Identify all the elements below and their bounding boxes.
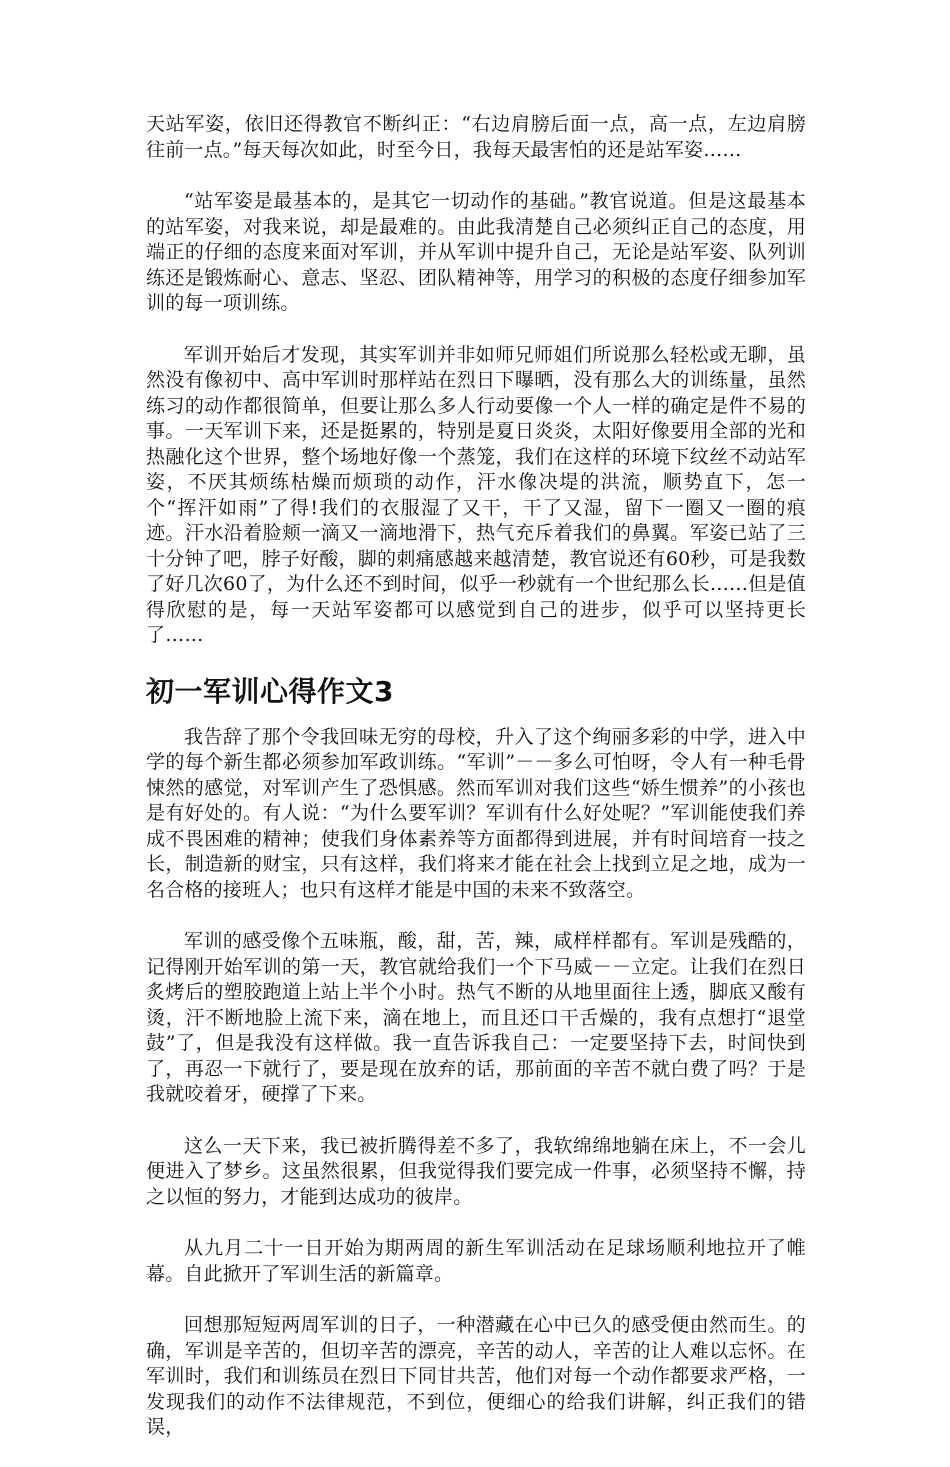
paragraph: 军训的感受像个五味瓶，酸，甜，苦，辣，咸样样都有。军训是残酷的，记得刚开始军训的第一天，教官就给我们一个下马威－－立定。让我们在烈日炙烤后的塑胶跑道上站上半个小时。热气不断的从地里面往上透，脚底又酸有烫，汗不断地脸上流下来，滴在地上，而且还口干舌燥的，我有点想打“退堂鼓”了，但是我没有这样做。我一直告诉我自己：一定要坚持下去，时间快到了，再忍一下就行了，要是现在放弃的话，那前面的辛苦不就白费了吗？于是我就咬着牙，硬撑了下来。: [146, 930, 806, 1105]
paragraph-continued: 天站军姿，依旧还得教官不断纠正：“右边肩膀后面一点，高一点，左边肩膀往前一点。”每天每次如此，时至今日，我每天最害怕的还是站军姿……: [146, 113, 806, 161]
paragraph: “站军姿是最基本的，是其它一切动作的基础。”教官说道。但是这最基本的站军姿，对我来说，却是最难的。由此我清楚自己必须纠正自己的态度，用端正的仔细的态度来面对军训，并从军训中提升自己，无论是站军姿、队列训练还是锻炼耐心、意志、坚忍、团队精神等，用学习的积极的态度仔细参加军训的每一项训练。: [146, 190, 806, 314]
paragraph: 这么一天下来，我已被折腾得差不多了，我软绵绵地躺在床上，不一会儿便进入了梦乡。这虽然很累，但我觉得我们要完成一件事，必须坚持不懈，持之以恒的努力，才能到达成功的彼岸。: [146, 1134, 806, 1208]
section-heading: 初一军训心得作文3: [146, 674, 394, 708]
paragraph: 从九月二十一日开始为期两周的新生军训活动在足球场顺利地拉开了帷幕。自此掀开了军训生活的新篇章。: [146, 1237, 806, 1285]
paragraph: 回想那短短两周军训的日子，一种潜藏在心中已久的感受便由然而生。的确，军训是辛苦的，但切辛苦的漂亮，辛苦的动人，辛苦的让人难以忘怀。在军训时，我们和训练员在烈日下同甘共苦，他们对每一个动作都要求严格，一发现我们的动作不法律规范，不到位，便细心的给我们讲解，纠正我们的错误，: [146, 1314, 806, 1438]
paragraph: 我告辞了那个令我回味无穷的母校，升入了这个绚丽多彩的中学，进入中学的每个新生都必须参加军政训练。“军训”－－多么可怕呀，令人有一种毛骨悚然的感觉，对军训产生了恐惧感。然而军训对我们这些“娇生惯养”的小孩也是有好处的。有人说：“为什么要军训？军训有什么好处呢？”军训能使我们养成不畏困难的精神；使我们身体素养等方面都得到进展，并有时间培育一技之长，制造新的财宝，只有这样，我们将来才能在社会上找到立足之地，成为一名合格的接班人；也只有这样才能是中国的未来不致落空。: [146, 725, 806, 901]
document-page: [146, 112, 806, 1467]
paragraph: 军训开始后才发现，其实军训并非如师兄师姐们所说那么轻松或无聊，虽然没有像初中、高中军训时那样站在烈日下曝晒，没有那么大的训练量，虽然练习的动作都很简单，但要让那么多人行动要像一个人一样的确定是件不易的事。一天军训下来，还是挺累的，特别是夏日炎炎，太阳好像要用全部的光和热融化这个世界，整个场地好像一个蒸笼，我们在这样的环境下纹丝不动站军姿，不厌其烦练枯燥而烦琐的动作，汗水像决堤的洪流，顺势直下，怎一个“挥汗如雨”了得!我们的衣服湿了又干，干了又湿，留下一圈又一圈的痕迹。汗水沿着脸颊一滴又一滴地滑下，热气充斥着我们的鼻翼。军姿已站了三十分钟了吧，脖子好酸，脚的刺痛感越来越清楚，教官说还有60秒，可是我数了好几次60了，为什么还不到时间，似乎一秒就有一个世纪那么长……但是值得欣慰的是，每一天站军姿都可以感觉到自己的进步，似乎可以坚持更长了……: [146, 343, 806, 646]
